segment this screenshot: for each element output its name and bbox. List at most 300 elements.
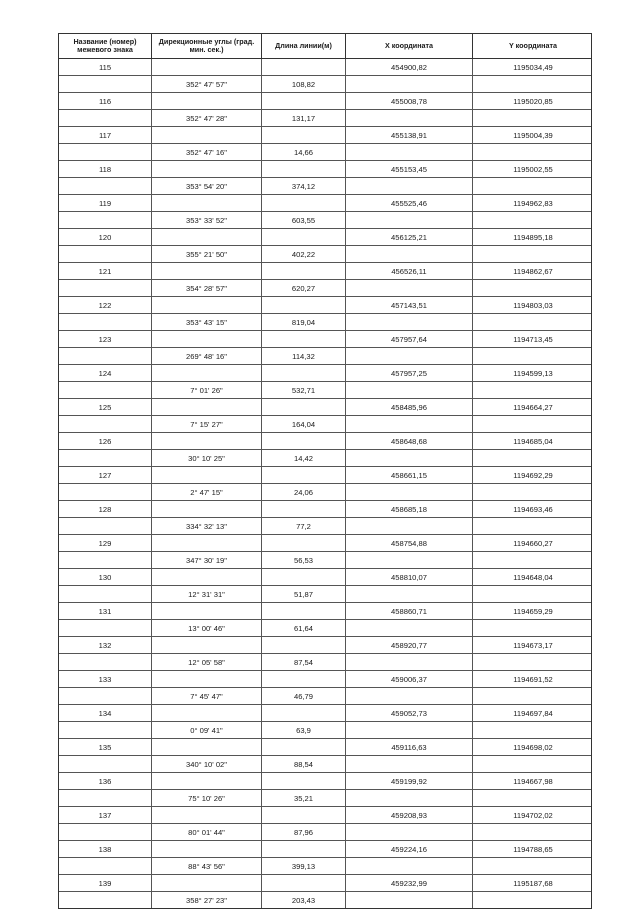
empty-cell (473, 654, 593, 670)
segment-row (59, 314, 591, 331)
empty-cell (473, 416, 593, 432)
line-length: 24,06 (262, 484, 346, 500)
empty-cell (473, 756, 593, 772)
empty-cell (152, 433, 262, 449)
empty-cell (152, 195, 262, 211)
point-name: 135 (59, 739, 152, 755)
empty-cell (473, 280, 593, 296)
point-name: 138 (59, 841, 152, 857)
segment-row (59, 348, 591, 365)
point-row (59, 161, 591, 178)
empty-cell (473, 858, 593, 874)
point-name: 130 (59, 569, 152, 585)
empty-cell (262, 399, 346, 415)
empty-cell (473, 76, 593, 92)
x-coordinate: 458810,07 (346, 569, 473, 585)
direction-angle: 30° 10' 25" (152, 450, 262, 466)
x-coordinate: 459199,92 (346, 773, 473, 789)
empty-cell (262, 433, 346, 449)
direction-angle: 353° 54' 20" (152, 178, 262, 194)
empty-cell (346, 348, 473, 364)
x-coordinate: 456125,21 (346, 229, 473, 245)
empty-cell (346, 892, 473, 908)
segment-row (59, 212, 591, 229)
y-coordinate: 1195004,39 (513, 130, 553, 140)
empty-cell (152, 93, 262, 109)
point-row (59, 875, 591, 892)
segment-row (59, 518, 591, 535)
line-length: 51,87 (262, 586, 346, 602)
line-length: 87,54 (262, 654, 346, 670)
empty-cell (152, 297, 262, 313)
segment-row (59, 722, 591, 739)
empty-cell (59, 76, 152, 92)
line-length: 203,43 (262, 892, 346, 908)
empty-cell (262, 127, 346, 143)
empty-cell (346, 858, 473, 874)
empty-cell (346, 484, 473, 500)
empty-cell (152, 161, 262, 177)
empty-cell (59, 790, 152, 806)
empty-cell (152, 501, 262, 517)
empty-cell (152, 535, 262, 551)
line-length: 374,12 (262, 178, 346, 194)
segment-row (59, 416, 591, 433)
header-name: Название (номер) межевого знака (59, 34, 152, 58)
empty-cell (262, 637, 346, 653)
empty-cell (262, 161, 346, 177)
direction-angle: 2° 47' 15" (152, 484, 262, 500)
direction-angle: 12° 31' 31" (152, 586, 262, 602)
x-coordinate: 454900,82 (346, 59, 473, 75)
line-length: 603,55 (262, 212, 346, 228)
empty-cell (473, 314, 593, 330)
line-length: 114,32 (262, 348, 346, 364)
line-length: 532,71 (262, 382, 346, 398)
segment-row (59, 280, 591, 297)
empty-cell (473, 518, 593, 534)
empty-cell (346, 620, 473, 636)
empty-cell (59, 382, 152, 398)
point-row (59, 433, 591, 450)
x-coordinate: 458485,96 (346, 399, 473, 415)
direction-angle: 340° 10' 02" (152, 756, 262, 772)
segment-row (59, 450, 591, 467)
point-name: 115 (59, 59, 152, 75)
y-coordinate: 1195034,49 (513, 62, 553, 72)
empty-cell (59, 552, 152, 568)
empty-cell (59, 110, 152, 126)
point-row (59, 807, 591, 824)
empty-cell (152, 773, 262, 789)
empty-cell (262, 705, 346, 721)
line-length: 108,82 (262, 76, 346, 92)
empty-cell (152, 399, 262, 415)
x-coordinate: 459116,63 (346, 739, 473, 755)
empty-cell (152, 263, 262, 279)
point-name: 117 (59, 127, 152, 143)
point-name: 118 (59, 161, 152, 177)
empty-cell (59, 756, 152, 772)
empty-cell (473, 178, 593, 194)
point-row (59, 331, 591, 348)
segment-row (59, 110, 591, 127)
line-length: 56,53 (262, 552, 346, 568)
line-length: 14,66 (262, 144, 346, 160)
y-coordinate: 1194698,02 (513, 742, 553, 752)
line-length: 164,04 (262, 416, 346, 432)
empty-cell (346, 246, 473, 262)
x-coordinate: 459232,99 (346, 875, 473, 891)
line-length: 35,21 (262, 790, 346, 806)
segment-row (59, 144, 591, 161)
empty-cell (59, 144, 152, 160)
point-row (59, 229, 591, 246)
point-name: 133 (59, 671, 152, 687)
point-name: 131 (59, 603, 152, 619)
empty-cell (59, 858, 152, 874)
empty-cell (262, 501, 346, 517)
direction-angle: 358° 27' 23" (152, 892, 262, 908)
x-coordinate: 457957,64 (346, 331, 473, 347)
empty-cell (346, 654, 473, 670)
point-name: 134 (59, 705, 152, 721)
empty-cell (346, 314, 473, 330)
empty-cell (473, 620, 593, 636)
empty-cell (262, 739, 346, 755)
line-length: 14,42 (262, 450, 346, 466)
point-name: 132 (59, 637, 152, 653)
point-name: 116 (59, 93, 152, 109)
point-row (59, 841, 591, 858)
x-coordinate: 455525,46 (346, 195, 473, 211)
empty-cell (59, 586, 152, 602)
point-name: 128 (59, 501, 152, 517)
empty-cell (59, 892, 152, 908)
empty-cell (346, 722, 473, 738)
empty-cell (473, 144, 593, 160)
line-length: 620,27 (262, 280, 346, 296)
x-coordinate: 458685,18 (346, 501, 473, 517)
empty-cell (473, 688, 593, 704)
point-row (59, 535, 591, 552)
empty-cell (262, 93, 346, 109)
point-row (59, 195, 591, 212)
empty-cell (152, 875, 262, 891)
direction-angle: 352° 47' 28" (152, 110, 262, 126)
point-row (59, 705, 591, 722)
empty-cell (473, 824, 593, 840)
empty-cell (346, 416, 473, 432)
empty-cell (262, 195, 346, 211)
y-coordinate: 1194713,45 (513, 334, 553, 344)
header-length: Длина линии(м) (262, 34, 346, 58)
empty-cell (152, 671, 262, 687)
empty-cell (473, 484, 593, 500)
direction-angle: 353° 43' 15" (152, 314, 262, 330)
empty-cell (152, 705, 262, 721)
empty-cell (262, 263, 346, 279)
empty-cell (346, 756, 473, 772)
direction-angle: 353° 33' 52" (152, 212, 262, 228)
line-length: 63,9 (262, 722, 346, 738)
x-coordinate: 457143,51 (346, 297, 473, 313)
direction-angle: 354° 28' 57" (152, 280, 262, 296)
point-row (59, 773, 591, 790)
empty-cell (473, 790, 593, 806)
y-coordinate: 1194660,27 (513, 538, 553, 548)
point-name: 120 (59, 229, 152, 245)
point-row (59, 671, 591, 688)
empty-cell (346, 552, 473, 568)
y-coordinate: 1195002,55 (513, 164, 553, 174)
empty-cell (473, 212, 593, 228)
y-coordinate: 1194697,84 (513, 708, 553, 718)
table-header (59, 34, 591, 59)
point-row (59, 467, 591, 484)
point-name: 124 (59, 365, 152, 381)
direction-angle: 13° 00' 46" (152, 620, 262, 636)
point-row (59, 569, 591, 586)
empty-cell (152, 637, 262, 653)
empty-cell (59, 654, 152, 670)
y-coordinate: 1194788,65 (513, 844, 553, 854)
point-row (59, 93, 591, 110)
empty-cell (59, 416, 152, 432)
empty-cell (152, 603, 262, 619)
empty-cell (346, 110, 473, 126)
x-coordinate: 455008,78 (346, 93, 473, 109)
direction-angle: 12° 05' 58" (152, 654, 262, 670)
direction-angle: 352° 47' 57" (152, 76, 262, 92)
empty-cell (59, 314, 152, 330)
segment-row (59, 552, 591, 569)
header-angle: Дирекционные углы (град. мин. сек.) (152, 34, 262, 58)
segment-row (59, 382, 591, 399)
segment-row (59, 824, 591, 841)
header-y: Y координата (509, 41, 557, 50)
empty-cell (59, 620, 152, 636)
x-coordinate: 459052,73 (346, 705, 473, 721)
x-coordinate: 459224,16 (346, 841, 473, 857)
point-row (59, 637, 591, 654)
empty-cell (59, 450, 152, 466)
point-name: 119 (59, 195, 152, 211)
empty-cell (152, 467, 262, 483)
segment-row (59, 858, 591, 875)
direction-angle: 75° 10' 26" (152, 790, 262, 806)
segment-row (59, 620, 591, 637)
x-coordinate: 459208,93 (346, 807, 473, 823)
direction-angle: 80° 01' 44" (152, 824, 262, 840)
y-coordinate: 1194673,17 (513, 640, 553, 650)
empty-cell (473, 722, 593, 738)
point-row (59, 739, 591, 756)
coordinates-table (58, 33, 592, 909)
table-body (59, 59, 591, 908)
empty-cell (59, 722, 152, 738)
direction-angle: 352° 47' 16" (152, 144, 262, 160)
empty-cell (473, 382, 593, 398)
y-coordinate: 1194962,83 (513, 198, 553, 208)
point-name: 126 (59, 433, 152, 449)
empty-cell (262, 467, 346, 483)
line-length: 819,04 (262, 314, 346, 330)
empty-cell (152, 229, 262, 245)
point-row (59, 297, 591, 314)
y-coordinate: 1194702,02 (513, 810, 553, 820)
segment-row (59, 246, 591, 263)
empty-cell (152, 569, 262, 585)
empty-cell (346, 76, 473, 92)
empty-cell (59, 484, 152, 500)
x-coordinate: 458754,88 (346, 535, 473, 551)
y-coordinate: 1194648,04 (513, 572, 553, 582)
empty-cell (59, 280, 152, 296)
x-coordinate: 458661,15 (346, 467, 473, 483)
empty-cell (473, 552, 593, 568)
empty-cell (262, 59, 346, 75)
direction-angle: 7° 45' 47" (152, 688, 262, 704)
direction-angle: 0° 09' 41" (152, 722, 262, 738)
empty-cell (346, 518, 473, 534)
empty-cell (262, 297, 346, 313)
point-row (59, 365, 591, 382)
point-name: 129 (59, 535, 152, 551)
empty-cell (473, 450, 593, 466)
x-coordinate: 459006,37 (346, 671, 473, 687)
point-name: 122 (59, 297, 152, 313)
point-name: 137 (59, 807, 152, 823)
segment-row (59, 756, 591, 773)
line-length: 87,96 (262, 824, 346, 840)
empty-cell (473, 348, 593, 364)
direction-angle: 7° 15' 27" (152, 416, 262, 432)
empty-cell (262, 535, 346, 551)
direction-angle: 347° 30' 19" (152, 552, 262, 568)
segment-row (59, 484, 591, 501)
empty-cell (59, 178, 152, 194)
empty-cell (152, 59, 262, 75)
empty-cell (59, 688, 152, 704)
line-length: 77,2 (262, 518, 346, 534)
x-coordinate: 458648,68 (346, 433, 473, 449)
direction-angle: 7° 01' 26" (152, 382, 262, 398)
line-length: 131,17 (262, 110, 346, 126)
segment-row (59, 76, 591, 93)
direction-angle: 269° 48' 16" (152, 348, 262, 364)
empty-cell (346, 280, 473, 296)
header-x: X координата (346, 34, 473, 58)
segment-row (59, 654, 591, 671)
empty-cell (262, 229, 346, 245)
y-coordinate: 1194692,29 (513, 470, 553, 480)
empty-cell (59, 824, 152, 840)
point-name: 139 (59, 875, 152, 891)
direction-angle: 334° 32' 13" (152, 518, 262, 534)
empty-cell (59, 212, 152, 228)
point-name: 136 (59, 773, 152, 789)
empty-cell (152, 127, 262, 143)
point-row (59, 501, 591, 518)
y-coordinate: 1195020,85 (513, 96, 553, 106)
x-coordinate: 457957,25 (346, 365, 473, 381)
x-coordinate: 458860,71 (346, 603, 473, 619)
empty-cell (262, 875, 346, 891)
empty-cell (262, 569, 346, 585)
y-coordinate: 1194862,67 (513, 266, 553, 276)
x-coordinate: 455153,45 (346, 161, 473, 177)
y-coordinate: 1194659,29 (513, 606, 553, 616)
segment-row (59, 178, 591, 195)
point-name: 123 (59, 331, 152, 347)
x-coordinate: 456526,11 (346, 263, 473, 279)
empty-cell (473, 892, 593, 908)
empty-cell (152, 331, 262, 347)
empty-cell (262, 671, 346, 687)
point-row (59, 59, 591, 76)
line-length: 46,79 (262, 688, 346, 704)
x-coordinate: 455138,91 (346, 127, 473, 143)
x-coordinate: 458920,77 (346, 637, 473, 653)
empty-cell (152, 841, 262, 857)
y-coordinate: 1194667,98 (513, 776, 553, 786)
y-coordinate: 1194664,27 (513, 402, 553, 412)
empty-cell (346, 688, 473, 704)
empty-cell (473, 110, 593, 126)
line-length: 61,64 (262, 620, 346, 636)
y-coordinate: 1194685,04 (513, 436, 553, 446)
empty-cell (473, 246, 593, 262)
y-coordinate: 1195187,68 (513, 878, 553, 888)
empty-cell (152, 365, 262, 381)
empty-cell (59, 348, 152, 364)
empty-cell (473, 586, 593, 602)
point-name: 125 (59, 399, 152, 415)
y-coordinate: 1194599,13 (513, 368, 553, 378)
empty-cell (262, 603, 346, 619)
empty-cell (59, 246, 152, 262)
line-length: 399,13 (262, 858, 346, 874)
empty-cell (262, 773, 346, 789)
point-row (59, 603, 591, 620)
y-coordinate: 1194693,46 (513, 504, 553, 514)
empty-cell (346, 212, 473, 228)
segment-row (59, 790, 591, 807)
empty-cell (346, 382, 473, 398)
segment-row (59, 586, 591, 603)
direction-angle: 88° 43' 56" (152, 858, 262, 874)
empty-cell (346, 144, 473, 160)
y-coordinate: 1194803,03 (513, 300, 553, 310)
line-length: 402,22 (262, 246, 346, 262)
segment-row (59, 892, 591, 908)
point-name: 127 (59, 467, 152, 483)
point-name: 121 (59, 263, 152, 279)
y-coordinate: 1194895,18 (513, 232, 553, 242)
empty-cell (346, 586, 473, 602)
point-row (59, 399, 591, 416)
point-row (59, 263, 591, 280)
direction-angle: 355° 21' 50" (152, 246, 262, 262)
empty-cell (346, 824, 473, 840)
empty-cell (152, 739, 262, 755)
empty-cell (346, 178, 473, 194)
point-row (59, 127, 591, 144)
empty-cell (262, 331, 346, 347)
empty-cell (152, 807, 262, 823)
empty-cell (262, 365, 346, 381)
